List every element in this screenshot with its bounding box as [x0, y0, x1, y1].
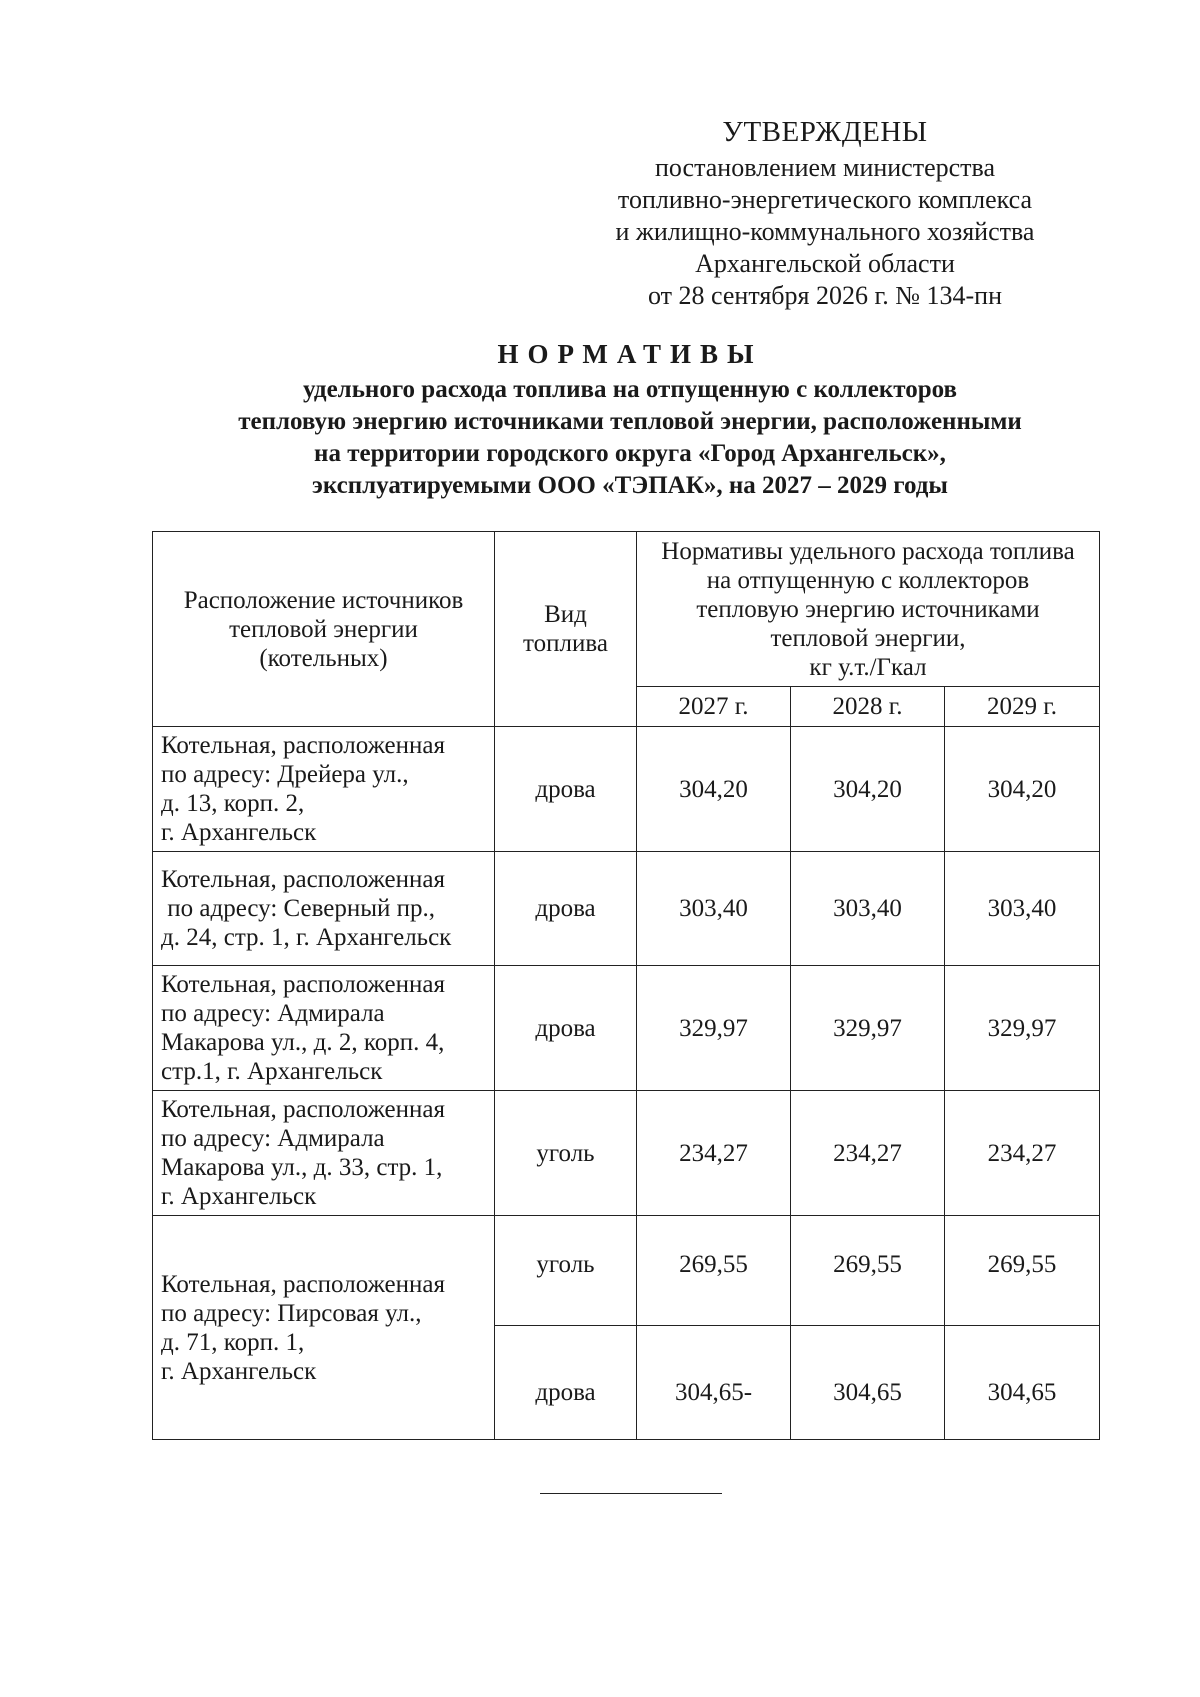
value-cell: 234,27 — [791, 1091, 945, 1216]
approval-heading: УТВЕРЖДЕНЫ — [722, 116, 928, 148]
table-row — [153, 852, 1100, 966]
table-row — [153, 1216, 1100, 1326]
approval-line: от 28 сентября 2026 г. № 134-пн — [647, 281, 1003, 310]
value-cell: 304,20 — [791, 727, 945, 852]
value-cell: 329,97 — [637, 966, 791, 1091]
title-line: удельного расхода топлива на отпущенную с коллекторов — [303, 376, 957, 403]
fuel-cell: дрова — [495, 966, 637, 1091]
location-cell: Котельная, расположенная по адресу: Дрейера ул., д. 13, корп. 2, г. Архангельск — [153, 727, 495, 852]
end-divider — [540, 1493, 722, 1494]
approval-line: топливно-энергетического комплекса — [617, 185, 1033, 214]
header-fuel: Вид топлива — [495, 532, 637, 727]
value-cell: 269,55 — [637, 1216, 791, 1326]
value-cell: 329,97 — [791, 966, 945, 1091]
location-cell: Котельная, расположенная по адресу: Пирсовая ул., д. 71, корп. 1, г. Архангельск — [153, 1216, 495, 1440]
approval-line: постановлением министерства — [654, 153, 996, 182]
value-cell: 304,20 — [637, 727, 791, 852]
header-year-2027: 2027 г. — [637, 687, 791, 727]
header-year-2029: 2029 г. — [945, 687, 1100, 727]
table-row — [153, 966, 1100, 1091]
header-year-2028: 2028 г. — [791, 687, 945, 727]
title-main: НОРМАТИВЫ — [497, 339, 763, 369]
header-norms: Нормативы удельного расхода топлива на отпущенную с коллекторов тепловую энергию источниками тепловой энергии, кг у.т./Гкал — [637, 532, 1100, 687]
value-cell: 269,55 — [791, 1216, 945, 1326]
table-row — [153, 1091, 1100, 1216]
value-cell: 304,65- — [637, 1326, 791, 1440]
value-cell: 329,97 — [945, 966, 1100, 1091]
value-cell: 234,27 — [945, 1091, 1100, 1216]
location-cell: Котельная, расположенная по адресу: Адмирала Макарова ул., д. 2, корп. 4, стр.1, г. Архангельск — [153, 966, 495, 1091]
norms-table — [152, 531, 1100, 1440]
title-line: тепловую энергию источниками тепловой энергии, расположенными — [238, 408, 1022, 435]
approval-block — [560, 112, 1090, 312]
value-cell: 304,20 — [945, 727, 1100, 852]
location-cell: Котельная, расположенная по адресу: Северный пр., д. 24, стр. 1, г. Архангельск — [153, 852, 495, 966]
value-cell: 303,40 — [945, 852, 1100, 966]
document-title — [100, 338, 1160, 502]
fuel-cell: уголь — [495, 1091, 637, 1216]
fuel-cell: уголь — [495, 1216, 637, 1326]
title-line: эксплуатируемыми ООО «ТЭПАК», на 2027 – 2029 годы — [312, 472, 948, 499]
fuel-cell: дрова — [495, 1326, 637, 1440]
fuel-cell: дрова — [495, 852, 637, 966]
location-cell: Котельная, расположенная по адресу: Адмирала Макарова ул., д. 33, стр. 1, г. Архангельск — [153, 1091, 495, 1216]
value-cell: 304,65 — [945, 1326, 1100, 1440]
table-row — [153, 727, 1100, 852]
approval-line: и жилищно-коммунального хозяйства — [615, 217, 1035, 246]
header-location: Расположение источников тепловой энергии (котельных) — [153, 532, 495, 727]
title-line: на территории городского округа «Город Архангельск», — [314, 440, 946, 467]
value-cell: 303,40 — [637, 852, 791, 966]
value-cell: 304,65 — [791, 1326, 945, 1440]
table-header-row — [153, 532, 1100, 687]
value-cell: 269,55 — [945, 1216, 1100, 1326]
value-cell: 303,40 — [791, 852, 945, 966]
value-cell: 234,27 — [637, 1091, 791, 1216]
fuel-cell: дрова — [495, 727, 637, 852]
approval-line: Архангельской области — [695, 249, 955, 278]
